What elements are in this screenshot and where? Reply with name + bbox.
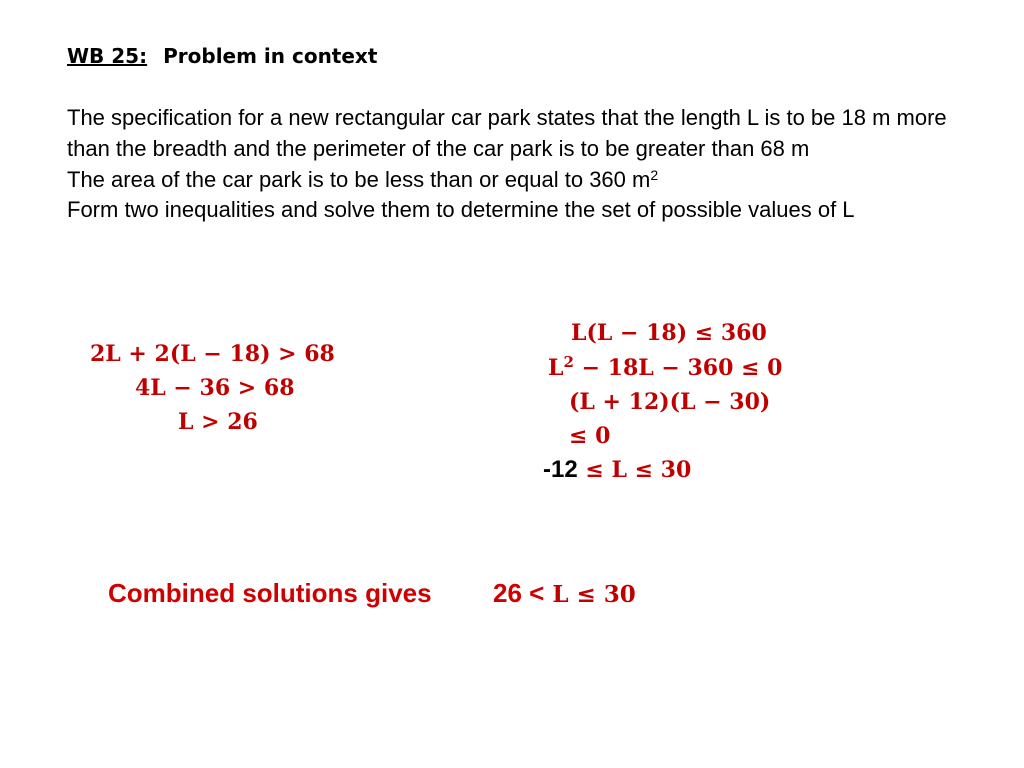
area-step-1: L(L − 18) ≤ 360 [571,320,767,346]
area-step-5 [543,456,691,484]
perimeter-step-2: 4L − 36 > 68 [135,375,295,401]
conclusion-value-rest: L ≤ 30 [544,581,636,608]
area-step-3: (L + 12)(L − 30) [569,389,771,415]
perimeter-step-1: 2L + 2(L − 18) > 68 [90,341,335,367]
problem-line-3: Form two inequalities and solve them to determine the set of possible values of L [67,197,855,223]
area-step-2-rest: − 18L − 360 ≤ 0 [573,355,783,381]
problem-line-2 [67,165,957,196]
conclusion-value [493,578,636,609]
conclusion-value-lead: 26 < [493,578,545,608]
area-step-5-lead: -12 [543,456,578,483]
perimeter-step-3: L > 26 [178,409,258,435]
problem-statement [67,103,957,226]
area-step-4: ≤ 0 [569,423,611,449]
conclusion-label: Combined solutions gives [108,578,432,608]
worked-example-label: WB 25: [67,44,148,68]
heading [67,44,377,68]
area-step-2 [548,355,782,381]
area-step-2-lead: L [548,355,564,381]
area-step-2-sup: 2 [563,353,574,371]
problem-line-1: The specification for a new rectangular car park states that the length L is to be 18 m more than the breadth and the perimeter of the car park is to be greater than 68 m [67,105,947,161]
problem-line-2-text: The area of the car park is to be less than or equal to 360 m [67,166,651,192]
area-step-5-rest: ≤ L ≤ 30 [577,457,692,483]
heading-title: Problem in context [163,44,378,68]
squared-superscript: 2 [650,166,659,183]
